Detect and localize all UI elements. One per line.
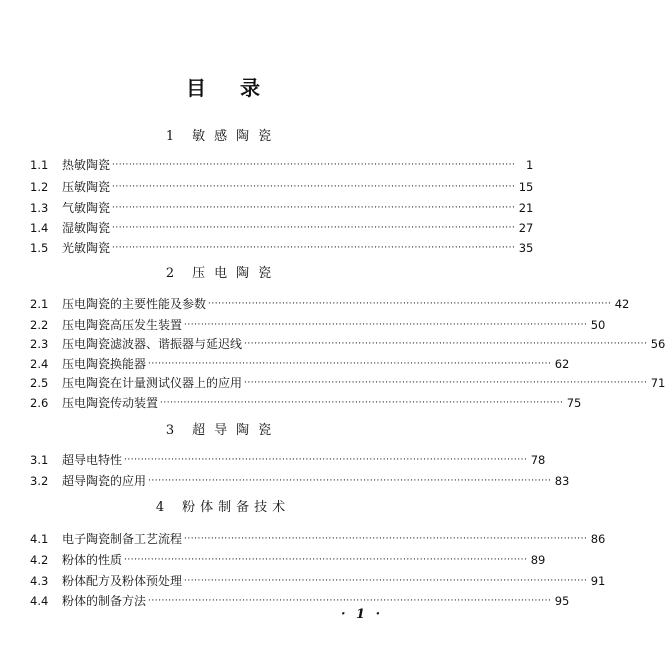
section-title: 超导电特性 [62,453,123,467]
section-title: 粉体的制备方法 [62,594,147,608]
page-number: 56 [650,337,665,351]
section-title: 压电陶瓷换能器 [62,357,147,371]
dot-leader: ························································································································ [124,455,528,465]
section-title: 压敏陶瓷 [62,180,111,194]
chapter-heading-4 [0,499,446,517]
page-title: 目录 [186,76,294,100]
section-title: 超导陶瓷的应用 [62,474,147,488]
folio-page-number: · 1 · [341,607,384,622]
toc-entry-2-3[interactable] [30,335,665,353]
section-number: 2.4 [30,357,49,371]
toc-entry-2-2[interactable] [30,316,606,334]
page-number: 21 [518,201,534,215]
page-number: 89 [530,553,546,567]
section-title: 压电陶瓷在计量测试仪器上的应用 [62,376,243,390]
section-number: 1.5 [30,241,49,255]
toc-entry-2-6[interactable] [30,394,582,412]
section-number: 4.3 [30,574,49,588]
section-number: 1.3 [30,201,49,215]
toc-entry-4-1[interactable] [30,530,606,548]
page-number: 78 [530,453,546,467]
section-number: 4.2 [30,553,49,567]
section-title: 光敏陶瓷 [62,241,111,255]
section-title: 电子陶瓷制备工艺流程 [62,532,183,546]
section-title: 气敏陶瓷 [62,201,111,215]
page-number: 42 [614,297,630,311]
page-number: 86 [590,532,606,546]
toc-entry-1-4[interactable] [30,219,534,237]
dot-leader: ························································································································ [124,555,528,565]
section-number: 2.2 [30,318,49,332]
page-number: 95 [554,594,570,608]
page-number: 91 [590,574,606,588]
toc-entry-2-4[interactable] [30,355,570,373]
section-number: 1.2 [30,180,49,194]
page-number: 71 [650,376,665,390]
section-number: 1.4 [30,221,49,235]
section-title: 压电陶瓷高压发生装置 [62,318,183,332]
section-number: 3.2 [30,474,49,488]
section-number: 1.1 [30,158,49,172]
dot-leader: ························································································································ [148,596,552,606]
chapter-title: 压电陶瓷 [192,266,281,281]
page-number: 1 [526,158,534,172]
chapter-number: 1 [165,129,175,144]
section-title: 压电陶瓷的主要性能及参数 [62,297,207,311]
dot-leader: ························································································································ [184,534,588,544]
toc-entry-1-3[interactable] [30,199,534,217]
chapter-number: 2 [165,266,175,281]
dot-leader: ························································································································ [184,576,588,586]
dot-leader: ························································································································ [244,339,648,349]
page-number: 62 [554,357,570,371]
dot-leader: ························································································································ [112,223,516,233]
dot-leader: ························································································································ [112,182,516,192]
dot-leader: ························································································································ [208,299,612,309]
section-number: 4.4 [30,594,49,608]
page-number: 27 [518,221,534,235]
toc-entry-4-2[interactable] [30,551,546,569]
section-number: 2.1 [30,297,49,311]
chapter-title: 超导陶瓷 [192,423,281,438]
page-number: 83 [554,474,570,488]
toc-entry-1-1[interactable] [30,156,534,174]
toc-entry-3-2[interactable] [30,472,570,490]
dot-leader: ························································································································ [160,398,564,408]
toc-entry-4-3[interactable] [30,572,606,590]
chapter-number: 3 [165,423,175,438]
toc-entry-2-1[interactable] [30,295,630,313]
chapter-number: 4 [155,500,165,515]
dot-leader: ························································································································ [112,160,516,170]
chapter-title: 粉体制备技术 [182,500,291,515]
dot-leader: ························································································································ [148,359,552,369]
section-number: 3.1 [30,453,49,467]
toc-entry-2-5[interactable] [30,374,665,392]
section-title: 粉体配方及粉体预处理 [62,574,183,588]
section-title: 压电陶瓷传动装置 [62,396,159,410]
chapter-heading-3 [0,422,446,440]
section-number: 4.1 [30,532,49,546]
dot-leader: ························································································································ [148,476,552,486]
chapter-heading-1 [0,128,446,146]
section-number: 2.5 [30,376,49,390]
section-title: 湿敏陶瓷 [62,221,111,235]
chapter-heading-2 [0,265,446,283]
toc-entry-3-1[interactable] [30,451,546,469]
section-number: 2.6 [30,396,49,410]
toc-entry-1-5[interactable] [30,239,534,257]
chapter-title: 敏感陶瓷 [192,129,281,144]
dot-leader: ························································································································ [112,203,516,213]
page-number: 50 [590,318,606,332]
section-title: 热敏陶瓷 [62,158,111,172]
section-title: 粉体的性质 [62,553,123,567]
toc-entry-1-2[interactable] [30,178,534,196]
section-number: 2.3 [30,337,49,351]
section-title: 压电陶瓷滤波器、谐振器与延迟线 [62,337,243,351]
page-number: 35 [518,241,534,255]
page-number: 75 [566,396,582,410]
dot-leader: ························································································································ [244,378,648,388]
dot-leader: ························································································································ [184,320,588,330]
page-number: 15 [518,180,534,194]
dot-leader: ························································································································ [112,243,516,253]
